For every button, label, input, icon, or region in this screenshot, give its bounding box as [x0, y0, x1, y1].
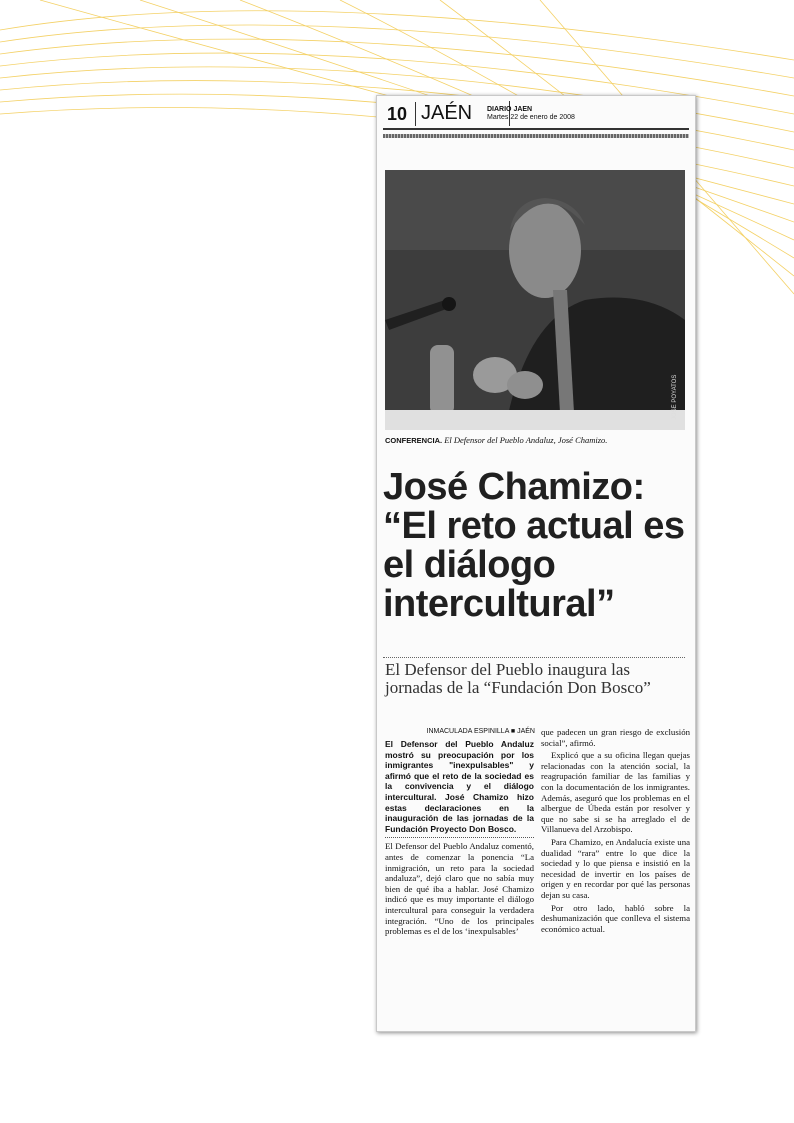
body-paragraph: El Defensor del Pueblo Andaluz comentó, antes de comenzar la ponencia “La inmigración, un reto para la sociedad andaluza”, dejó claro que no sabía muy bien de qué iba a hablar. José Chamizo indicó que es muy importante el diálogo intercultural para conseguir la verdadera integración. “Uno de los principales problemas es el de los ‘inexpulsables’: [385, 841, 534, 937]
header-rule: [383, 134, 689, 138]
body-paragraph: que padecen un gran riesgo de exclusión social”, afirmó.: [541, 727, 690, 748]
headline-divider: [383, 657, 685, 658]
newspaper-name: DIARIO JAEN: [487, 106, 533, 113]
body-paragraph: Por otro lado, habló sobre la deshumanización que conlleva el sistema económico actual.: [541, 902, 690, 934]
photo-caption: [385, 435, 685, 446]
caption-label: CONFERENCIA.: [385, 436, 443, 445]
lead-paragraph: El Defensor del Pueblo Andaluz mostró su preocupación por los inmigrantes "inexpulsables" y afirmó que el reto de la sociedad es la convivencia y el diálogo intercultural. José Chamizo hizo estas declaraciones en la inauguración de las jornadas de la Fundación Proyecto Don Bosco.: [385, 739, 534, 838]
body-paragraph: Para Chamizo, en Andalucía existe una dualidad “rara” entre lo que dice la sociedad y lo que piensa e insistió en la necesidad de invertir en los países de origen y en recordar por qué las personas dejan su casa.: [541, 836, 690, 900]
page-number: 10: [387, 102, 416, 126]
caption-text: El Defensor del Pueblo Andaluz, José Chamizo.: [444, 435, 608, 445]
photo-credit: JOSÉ POYATOS: [672, 374, 678, 420]
body-paragraph: Explicó que a su oficina llegan quejas relacionadas con la atención social, la reagrupación familiar de las familias y con la documentación de los inmigrantes. Además, aseguró que los problemas en el albergue de Úbeda están por resolver y que no sabe si se ha arreglado el de Villanueva del Arzobispo.: [541, 750, 690, 835]
article-photo: [385, 170, 685, 430]
article-column-1: [385, 739, 534, 939]
subheadline: El Defensor del Pueblo inaugura las jornadas de la “Fundación Don Bosco”: [385, 660, 651, 697]
article-column-2: [541, 727, 690, 936]
byline: INMACULADA ESPINILLA ■ JAÉN: [426, 728, 535, 735]
section-name: JAÉN: [421, 101, 510, 126]
issue-date: Martes 22 de enero de 2008: [487, 114, 575, 121]
newspaper-clipping: [376, 95, 696, 1032]
page-header: [383, 100, 689, 130]
headline: José Chamizo: “El reto actual es el diálogo intercultural”: [383, 466, 685, 625]
